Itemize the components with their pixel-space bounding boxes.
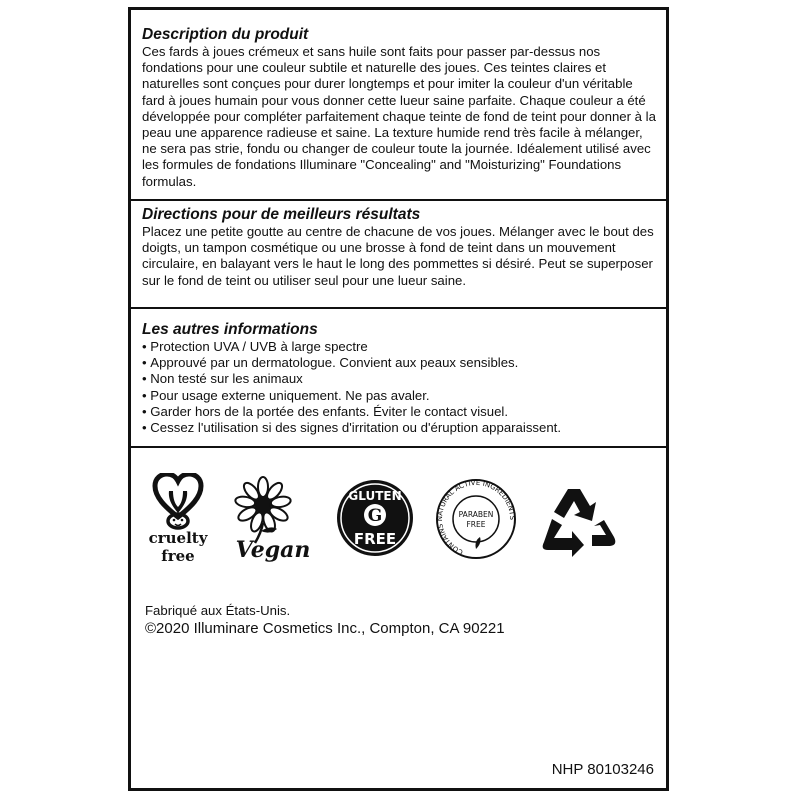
free-text: FREE (353, 530, 397, 548)
certification-logos (131, 473, 666, 583)
other-info-list (142, 339, 657, 436)
list-item: • Approuvé par un dermatologue. Convient aux peaux sensibles. (142, 355, 657, 371)
list-item: • Protection UVA / UVB à large spectre (142, 339, 657, 355)
other-info-section (131, 321, 666, 436)
cruelty-text: cruelty (148, 529, 208, 547)
paraben-free-text: FREE (466, 520, 486, 529)
gluten-free-seal (334, 473, 416, 565)
gluten-text: GLUTEN (348, 489, 402, 503)
list-item: • Non testé sur les animaux (142, 371, 657, 387)
divider (131, 199, 666, 201)
list-item: • Cessez l'utilisation si des signes d'irritation ou d'éruption apparaissent. (142, 420, 657, 436)
list-item: • Pour usage externe uniquement. Ne pas avaler. (142, 388, 657, 404)
recycle-icon (534, 473, 624, 565)
gluten-free-logo (334, 473, 416, 570)
label-frame (128, 7, 669, 791)
bunny-heart-icon (143, 473, 213, 565)
paraben-free-seal (434, 473, 518, 565)
sunflower-icon (221, 473, 321, 565)
ring-text: CONTAINS NATURAL ACTIVE INGREDIENTS (436, 478, 517, 557)
vegan-text: Vegan (235, 537, 311, 563)
copyright-text: ©2020 Illuminare Cosmetics Inc., Compton, CA 90221 (145, 620, 505, 637)
directions-heading: Directions pour de meilleurs résultats (142, 206, 421, 223)
list-item: • Garder hors de la portée des enfants. Éviter le contact visuel. (142, 404, 657, 420)
directions-section (131, 206, 666, 289)
paraben-free-logo (434, 473, 518, 570)
vegan-logo (221, 473, 321, 570)
made-in-text: Fabriqué aux États-Unis. (145, 603, 291, 618)
divider (131, 446, 666, 448)
directions-body: Placez une petite goutte au centre de chacune de vos joues. Mélanger avec le bout des doigts, un tampon cosmétique ou une brosse à fond de teint dans un mouvement circulaire, en balayant vers le haut le long des pommettes si désiré. Peut se superposer sur le fond de teint ou utiliser seul pour une lueur saine. (142, 224, 654, 288)
other-info-heading: Les autres informations (142, 321, 318, 338)
cruelty-free-logo (143, 473, 213, 570)
recycle-logo (534, 473, 624, 570)
divider (131, 307, 666, 309)
g-letter: G (367, 506, 383, 526)
footer (145, 602, 505, 639)
description-section (131, 26, 666, 190)
description-body: Ces fards à joues crémeux et sans huile sont faits pour passer par-dessus nos fondations pour une couleur subtile et naturelle des joues. Ces teintes claires et naturelles sont conçues pour durer longtemps et pour imiter la couleur d'un véritable fard à joues humain pour vous donner cette lueur saine parfaite. Chaque couleur a été développée pour compléter parfaitement chaque teinte de fond de teint pour donner à la peau une apparence radieuse et saine. La texture humide rend très facile à mélanger, ne sera pas strie, fondu ou changer de couleur toute la journée. Idéalement utilisé avec les formules de fondations Illuminare "Concealing" and "Moisturizing" Foundations formulas. (142, 44, 656, 189)
nhp-number: NHP 80103246 (551, 761, 654, 778)
paraben-text: PARABEN (458, 510, 494, 519)
description-heading: Description du produit (142, 26, 309, 43)
free-text: free (161, 547, 195, 565)
